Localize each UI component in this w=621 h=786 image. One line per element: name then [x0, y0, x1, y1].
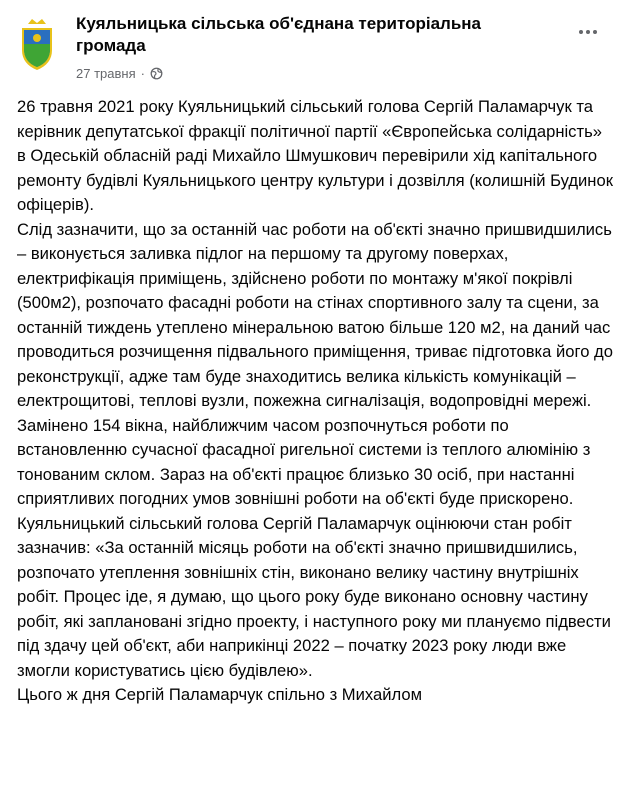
meta-separator: · — [140, 65, 145, 81]
page-name-link[interactable]: Куяльницька сільська об'єднана територіальна громада — [76, 14, 482, 55]
globe-icon[interactable] — [150, 67, 163, 80]
post-paragraph: Слід зазначити, що за останній час роботи на об'єкті значно пришвидшились – виконується заливка підлог на першому та другому поверхах, електрифікація приміщень, здійснено роботи по монтажу м'якої покрівлі (500м2), розпочато фасадні роботи на стінах спортивного залу та сцени, за останній тиждень утеплено мінеральною ватою більше 120 м2, на даний час проводиться розчищення підвального приміщення, триває підготовка його до реконструкції, адже там буде знаходитись велика кількість комунікацій – електрощитові, теплові вузли, пожежна сигналізація, водопровідні мережі. Замінено 154 вікна, найближчим часом розпочнуться роботи по встановленню сучасної фасадної ригельної системи із теплого алюмінію з тонованим склом. Зараз на об'єкті працює близько 30 осіб, при настанні сприятливих погодних умов зовнішні роботи на об'єкті буде прискорено. — [17, 219, 613, 508]
coat-of-arms-icon — [14, 14, 60, 74]
more-horizontal-icon — [579, 30, 597, 34]
post-paragraph: Цього ж дня Сергій Паламарчук спільно з Михайлом — [17, 685, 422, 704]
post-text — [17, 95, 613, 708]
more-options-button[interactable] — [573, 22, 603, 42]
post-paragraph: Куяльницький сільський голова Сергій Паламарчук оцінюючи стан робіт зазначив: «За останній місяць роботи на об'єкті значно пришвидшились, розпочато утеплення зовнішніх стін, виконано велику частину внутрішніх робіт. Процес іде, я думаю, що цього року буде виконано основну частину робіт, які заплановані згідно проекту, і наступного року ми плануємо підвести під здачу цей об'єкт, аби наприкінці 2022 – початку 2023 року люди вже змогли користуватись цією будівлею». — [17, 513, 611, 680]
post-meta — [76, 64, 163, 82]
post-header — [0, 0, 621, 90]
post-paragraph: 26 травня 2021 року Куяльницький сільський голова Сергій Паламарчук та керівник депутатської фракції політичної партії «Європейська солідарність» в Одеській обласній раді Михайло Шмушкович перевірили хід капітального ремонту будівлі Куяльницького центру культури і дозвілля (колишній Будинок офіцерів). — [17, 97, 613, 214]
post-date-link[interactable]: 27 травня — [76, 65, 136, 81]
avatar[interactable] — [14, 14, 60, 74]
